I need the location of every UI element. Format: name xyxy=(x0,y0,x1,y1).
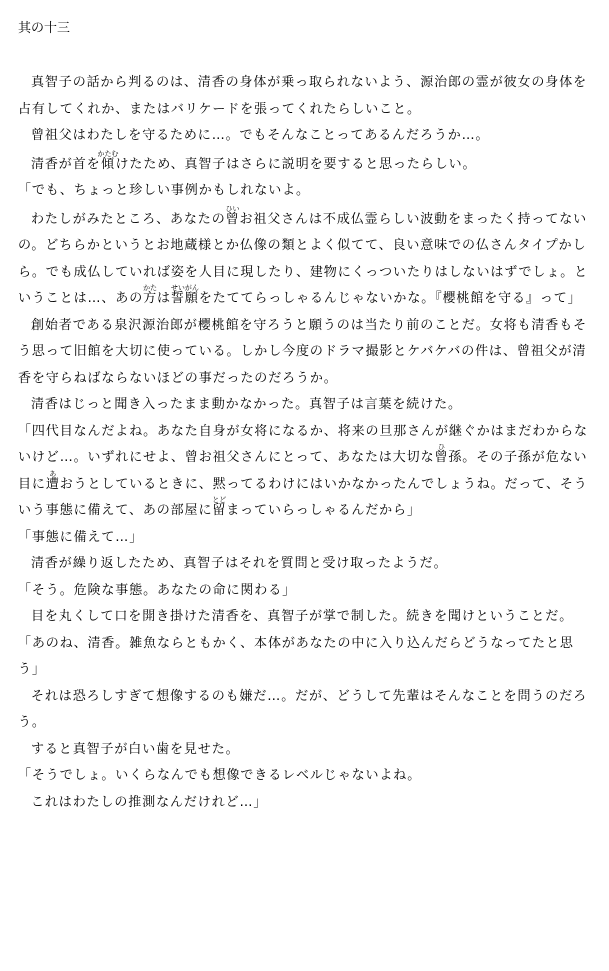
text-run: 「そうでしょ。いくらなんでも想像できるレベルじゃないよね。 xyxy=(18,768,422,783)
paragraph xyxy=(18,604,595,631)
ruby-annotation xyxy=(143,284,158,306)
paragraph xyxy=(18,313,595,393)
paragraph xyxy=(18,419,595,525)
text-run: 清香が首を xyxy=(31,156,101,172)
paragraph xyxy=(18,123,595,150)
text-run: わたしがみたところ、あなたの xyxy=(31,211,226,227)
text-run: おうとしているときに、黙ってるわけにはいかなかったんでしょうね。だって、そういう事態に備えて、あの部屋に xyxy=(18,476,588,518)
text-run: は xyxy=(157,291,171,306)
text-run: 清香はじっと聞き入ったまま動かなかった。真智子は言葉を続けた。 xyxy=(31,397,462,412)
text-run: けたため、真智子はさらに説明を要すると思ったらしい。 xyxy=(115,156,477,172)
text-run: 「事態に備えて…」 xyxy=(18,529,144,545)
text-run: それは恐ろしすぎて想像するのも嫌だ…。だが、どうして先輩はそんなことを問うのだろう。 xyxy=(18,688,588,730)
text-run: 清香が繰り返したため、真智子はそれを質問と受け取ったようだ。 xyxy=(31,556,448,571)
text-run: 「四代目なんだよね。あなた自身が女将になるか、将来の旦那さんが継ぐかはまだわからないけど…。いずれにせよ、曾お祖父さんにとって、あなたは大切な xyxy=(18,423,588,465)
text-run: 創始者である泉沢源治郎が櫻桃館を守ろうと願うのは当たり前のことだ。女将も清香もそう思って旧館を大切に使っている。しかし今度のドラマ撮影とケバケバの件は、曾祖父が清香を守らねばならないほどの事だったのだろうか。 xyxy=(18,317,588,386)
text-run: 「そう。危険な事態。あなたの命に関わる」 xyxy=(18,582,297,598)
ruby-annotation xyxy=(170,284,199,306)
paragraph xyxy=(18,551,595,578)
ruby-annotation xyxy=(434,443,449,465)
ruby-reading: かたむ xyxy=(97,149,119,158)
text-run: 「あのね、清香。雑魚ならともかく、本体があなたの中に入り込んだらどうなってたと思う」 xyxy=(18,635,574,677)
paragraph xyxy=(18,737,595,764)
ruby-base: 方 xyxy=(143,291,158,306)
text-run: 曾祖父はわたしを守るために…。でもそんなことってあるんだろうか…。 xyxy=(31,128,490,143)
text-run: 孫。その子孫が危ない目に xyxy=(18,450,588,492)
text-run: 目を丸くして口を開き掛けた清香を、真智子が掌で制した。続きを聞けということだ。 xyxy=(31,609,574,624)
chapter-title: 其の十三 xyxy=(18,21,71,36)
text-run: すると真智子が白い歯を見せた。 xyxy=(31,741,240,757)
ruby-base: 傾 xyxy=(97,156,119,172)
paragraph xyxy=(18,790,595,817)
paragraph xyxy=(18,178,595,205)
text-run: 真智子の話から判るのは、清香の身体が乗っ取られないよう、源治郎の霊が彼女の身体を占有してくれか、またはバリケードを張ってくれたらしいこと。 xyxy=(18,75,588,117)
paragraph xyxy=(18,150,595,179)
ruby-reading: ひい xyxy=(225,204,240,213)
ruby-reading: あ xyxy=(45,469,60,478)
text-run: 「でも、ちょっと珍しい事例かもしれないよ。 xyxy=(18,183,310,198)
ruby-base: 遭 xyxy=(45,476,60,492)
ruby-reading: かた xyxy=(143,284,158,292)
ruby-reading: とど xyxy=(212,496,227,504)
ruby-annotation xyxy=(225,204,240,227)
text-run: これはわたしの推測なんだけれど…」 xyxy=(31,794,268,810)
ruby-reading: ひ xyxy=(434,443,449,451)
paragraph xyxy=(18,70,595,123)
ruby-base: 留 xyxy=(212,503,227,518)
paragraph xyxy=(18,631,595,684)
ruby-base: 誓願 xyxy=(170,291,199,306)
paragraph xyxy=(18,205,595,313)
ruby-annotation xyxy=(45,469,60,492)
body-text xyxy=(18,70,595,816)
ruby-annotation xyxy=(97,149,119,172)
paragraph xyxy=(18,578,595,605)
paragraph xyxy=(18,763,595,790)
paragraph xyxy=(18,392,595,419)
ruby-annotation xyxy=(212,496,227,518)
ruby-reading: せいがん xyxy=(170,284,199,292)
text-run: お祖父さんは不成仏霊らしい波動をまったく持ってないの。どちらかというとお地蔵様とか仏像の類とよく似てて、良い意味での仏さんタイプかしら。でも成仏していれば姿を人目に現したり、建物にくっついたりはしないはずでしょ。ということは…、あの xyxy=(18,211,589,306)
text-run: まっていらっしゃるんだから」 xyxy=(226,503,421,518)
ruby-base: 曾 xyxy=(225,211,240,227)
paragraph xyxy=(18,684,595,737)
paragraph xyxy=(18,525,595,552)
ruby-base: 曾 xyxy=(434,450,449,465)
text-run: をたててらっしゃるんじゃないかな。『櫻桃館を守る』って」 xyxy=(198,291,582,306)
